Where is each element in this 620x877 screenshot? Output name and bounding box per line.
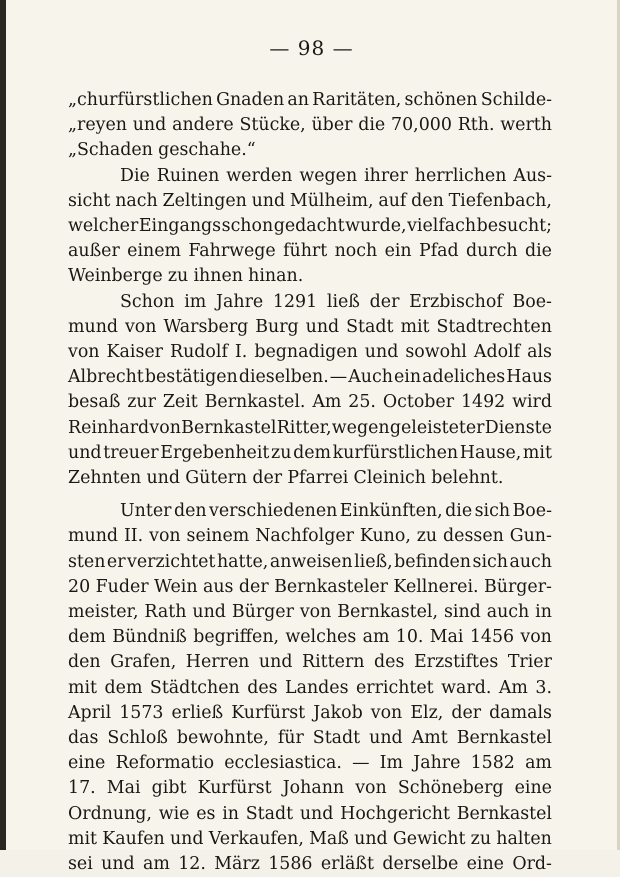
word: geschahe.“ bbox=[158, 140, 256, 161]
word: die bbox=[358, 115, 386, 136]
word: besaß bbox=[68, 392, 121, 413]
word: sich bbox=[474, 501, 511, 522]
word: wurde, bbox=[345, 216, 407, 237]
word: und bbox=[354, 828, 388, 849]
word: Stadt bbox=[245, 803, 294, 824]
word: ward. bbox=[441, 677, 492, 698]
word: sei bbox=[68, 854, 93, 875]
word: Johann bbox=[282, 778, 345, 799]
word: Maß bbox=[309, 828, 349, 849]
text-line bbox=[68, 751, 552, 776]
word: Eingangs bbox=[138, 216, 222, 237]
word: über bbox=[311, 115, 353, 136]
word: Rittern bbox=[302, 652, 365, 673]
word: zu bbox=[416, 526, 438, 547]
word: Schon bbox=[120, 291, 175, 312]
word: der bbox=[451, 702, 482, 723]
word: werth bbox=[500, 115, 552, 136]
word: von bbox=[124, 316, 157, 337]
word: sicht bbox=[68, 190, 111, 211]
word: Adolf bbox=[473, 342, 521, 363]
word: 17. bbox=[68, 778, 96, 799]
word: 1582 bbox=[470, 753, 515, 774]
word: Reinhard bbox=[68, 417, 150, 438]
word: begnadigen bbox=[254, 342, 358, 363]
word: von bbox=[149, 417, 181, 438]
text-line bbox=[68, 340, 552, 365]
word: October bbox=[382, 392, 455, 413]
word: Tiefenbach, bbox=[448, 190, 552, 211]
word: und bbox=[258, 652, 293, 673]
word: 20 bbox=[68, 576, 91, 597]
word: Kuno, bbox=[359, 526, 411, 547]
text-line bbox=[68, 466, 552, 491]
word: Haus bbox=[506, 367, 552, 388]
word: befinden bbox=[394, 551, 472, 572]
word: 3. bbox=[535, 677, 552, 698]
word: „Schaden bbox=[68, 140, 153, 161]
word: vielfach bbox=[407, 216, 477, 237]
word: Gewicht bbox=[392, 828, 466, 849]
word: und bbox=[305, 316, 340, 337]
word: Mülheim, bbox=[289, 190, 374, 211]
word: und bbox=[192, 602, 226, 623]
word: ecclesiastica. bbox=[224, 753, 342, 774]
word: Hochgericht bbox=[340, 803, 450, 824]
word: ließ, bbox=[354, 551, 393, 572]
word: sind bbox=[443, 602, 481, 623]
text-line bbox=[68, 776, 552, 801]
word: mund bbox=[68, 526, 119, 547]
word: Ord- bbox=[512, 854, 552, 875]
word: Kellnerei. bbox=[393, 576, 479, 597]
word: am bbox=[525, 753, 552, 774]
word: den bbox=[411, 190, 444, 211]
word: Gun- bbox=[509, 526, 552, 547]
word: dem bbox=[68, 627, 106, 648]
word: in bbox=[535, 602, 552, 623]
text-line bbox=[68, 113, 552, 138]
word: bestätigen bbox=[144, 367, 238, 388]
text-line bbox=[68, 264, 552, 289]
word: Am bbox=[498, 677, 528, 698]
text-line bbox=[68, 214, 552, 239]
word: die bbox=[445, 501, 473, 522]
word: Bernkastel, bbox=[337, 602, 439, 623]
word: von bbox=[355, 778, 387, 799]
text-line bbox=[68, 189, 552, 214]
text-line bbox=[68, 441, 552, 466]
word: gedacht bbox=[273, 216, 345, 237]
word: Bürger- bbox=[484, 576, 552, 597]
word: Aus- bbox=[513, 165, 552, 186]
word: verschiedenen bbox=[209, 501, 338, 522]
word: Am bbox=[312, 392, 342, 413]
word: Bernkastel bbox=[181, 417, 277, 438]
text-line bbox=[68, 575, 552, 600]
word: Stadt bbox=[346, 316, 394, 337]
word: Amt bbox=[411, 728, 448, 749]
word: derselbe bbox=[382, 854, 459, 875]
word: Mai bbox=[106, 778, 141, 799]
word: Elz, bbox=[410, 702, 444, 723]
word: außer bbox=[68, 241, 120, 262]
word: Rth. bbox=[457, 115, 495, 136]
text-line bbox=[68, 499, 552, 524]
word: Kaufen bbox=[102, 828, 165, 849]
word: dem bbox=[104, 677, 143, 698]
word: Stadtrechten bbox=[436, 316, 552, 337]
word: Einkünften, bbox=[339, 501, 443, 522]
word: und bbox=[132, 115, 167, 136]
word: Landes bbox=[285, 677, 349, 698]
word: Stadt bbox=[312, 728, 361, 749]
word: Raritäten, bbox=[312, 90, 402, 110]
word: Stücke, bbox=[239, 115, 306, 136]
word: Auch bbox=[348, 367, 393, 388]
word: Bernkasteler bbox=[274, 576, 388, 597]
word: Ruinen bbox=[156, 165, 220, 186]
word: belehnt. bbox=[431, 468, 504, 489]
word: werden bbox=[226, 165, 293, 186]
word: durch bbox=[466, 241, 518, 262]
word: zur bbox=[127, 392, 156, 413]
word: Zehnten bbox=[68, 468, 142, 489]
word: bewohnte, bbox=[176, 728, 269, 749]
word: welcher bbox=[68, 216, 139, 237]
word: 1586 bbox=[268, 854, 313, 875]
word: Rudolf bbox=[169, 342, 228, 363]
text-line bbox=[68, 88, 552, 113]
word: Ergebenheit bbox=[160, 442, 270, 463]
word: ihrer bbox=[364, 165, 408, 186]
word: Zeltingen bbox=[162, 190, 247, 211]
word: Hause, bbox=[459, 442, 522, 463]
text-line bbox=[68, 852, 552, 877]
word: Jahre bbox=[216, 291, 264, 312]
word: Wein bbox=[154, 576, 198, 597]
word: für bbox=[277, 728, 304, 749]
word: Ordnung, bbox=[68, 803, 152, 824]
word: Herren bbox=[185, 652, 250, 673]
word: als bbox=[527, 342, 552, 363]
word: von bbox=[149, 526, 181, 547]
word: auch bbox=[486, 602, 530, 623]
word: und bbox=[369, 728, 403, 749]
word: ein bbox=[384, 241, 412, 262]
word: Kurfürst bbox=[231, 702, 306, 723]
word: Fahrwege bbox=[188, 241, 276, 262]
word: den bbox=[173, 501, 207, 522]
word: — bbox=[352, 753, 370, 774]
word: 12. bbox=[178, 854, 206, 875]
word: hinan. bbox=[248, 266, 304, 287]
word: mit bbox=[68, 677, 98, 698]
word: geleisteter bbox=[389, 417, 485, 438]
word: von bbox=[520, 627, 552, 648]
text-line bbox=[68, 676, 552, 701]
text-line bbox=[68, 625, 552, 650]
word: ein bbox=[394, 367, 422, 388]
word: nach bbox=[115, 190, 158, 211]
word: Kaiser bbox=[106, 342, 163, 363]
text-line bbox=[68, 827, 552, 852]
word: in bbox=[222, 803, 239, 824]
word: 1492 bbox=[460, 392, 506, 413]
word: des bbox=[374, 652, 405, 673]
word: wie bbox=[158, 803, 190, 824]
word: 25. bbox=[348, 392, 376, 413]
word: Schilde- bbox=[480, 90, 552, 110]
word: und bbox=[169, 828, 204, 849]
word: sich bbox=[472, 551, 508, 572]
word: Boe- bbox=[512, 501, 552, 522]
word: Verkaufen, bbox=[208, 828, 304, 849]
word: es bbox=[196, 803, 216, 824]
text-line bbox=[68, 416, 552, 441]
word: 1291 bbox=[272, 291, 318, 312]
word: 1456 bbox=[469, 627, 515, 648]
word: herrlichen bbox=[414, 165, 507, 186]
word: mit bbox=[68, 828, 98, 849]
word: die bbox=[524, 241, 552, 262]
word: der bbox=[238, 576, 269, 597]
word: führt bbox=[283, 241, 328, 262]
text-line bbox=[68, 164, 552, 189]
word: wegen bbox=[331, 417, 390, 438]
word: Gnaden bbox=[216, 90, 285, 110]
word: Bündniß bbox=[112, 627, 187, 648]
word: Bernkastel bbox=[456, 803, 552, 824]
word: zu bbox=[470, 828, 492, 849]
word: von bbox=[68, 342, 100, 363]
word: aus bbox=[202, 576, 234, 597]
word: und bbox=[364, 342, 399, 363]
word: am bbox=[362, 627, 390, 648]
word: dessen bbox=[443, 526, 504, 547]
word: wird bbox=[512, 392, 552, 413]
word: Boe- bbox=[512, 291, 552, 312]
word: damals bbox=[489, 702, 552, 723]
word: erläßt bbox=[320, 854, 374, 875]
text-line bbox=[68, 600, 552, 625]
word: Burg bbox=[255, 316, 299, 337]
word: Schloß bbox=[107, 728, 168, 749]
word: I. bbox=[234, 342, 248, 363]
word: Gütern bbox=[185, 468, 248, 489]
paragraph-1 bbox=[68, 88, 552, 164]
word: „reyen bbox=[68, 115, 127, 136]
text-line bbox=[68, 365, 552, 390]
word: kurfürstlichen bbox=[332, 442, 459, 463]
word: eine bbox=[514, 778, 552, 799]
body-text bbox=[68, 88, 552, 877]
word: anweisen bbox=[269, 551, 353, 572]
word: der bbox=[369, 291, 400, 312]
word: Jahre bbox=[413, 753, 461, 774]
word: welches bbox=[285, 627, 357, 648]
word: Rath bbox=[144, 602, 187, 623]
word: Mai bbox=[429, 627, 464, 648]
word: an bbox=[287, 90, 309, 110]
word: treuer bbox=[103, 442, 159, 463]
text-line bbox=[68, 802, 552, 827]
word: sten bbox=[68, 551, 106, 572]
word: den bbox=[68, 652, 101, 673]
word: Ritter, bbox=[276, 417, 332, 438]
word: halten bbox=[496, 828, 552, 849]
word: Bürger bbox=[231, 602, 294, 623]
word: meister, bbox=[68, 602, 139, 623]
word: Dienste bbox=[484, 417, 552, 438]
word: 1573 bbox=[119, 702, 164, 723]
word: Unter bbox=[120, 501, 172, 522]
text-line bbox=[68, 290, 552, 315]
word: II. bbox=[123, 526, 144, 547]
paragraph-3 bbox=[68, 290, 552, 492]
word: eine bbox=[466, 854, 504, 875]
word: zu bbox=[167, 266, 189, 287]
paragraph-2 bbox=[68, 164, 552, 290]
word: mit bbox=[522, 442, 552, 463]
word: und bbox=[251, 190, 286, 211]
text-line bbox=[68, 550, 552, 575]
word: auf bbox=[378, 190, 407, 211]
word: andere bbox=[172, 115, 234, 136]
word: Albrecht bbox=[68, 367, 144, 388]
word: und bbox=[68, 442, 102, 463]
text-line bbox=[68, 650, 552, 675]
text-line bbox=[68, 726, 552, 751]
word: einem bbox=[127, 241, 181, 262]
word: besucht; bbox=[476, 216, 552, 237]
word: Grafen, bbox=[110, 652, 177, 673]
word: Nachfolger bbox=[255, 526, 354, 547]
word: 70,000 bbox=[391, 115, 452, 136]
paragraph-gap bbox=[68, 491, 552, 499]
word: adeliches bbox=[422, 367, 506, 388]
word: wegen bbox=[299, 165, 358, 186]
word: von bbox=[370, 702, 403, 723]
word: begriffen, bbox=[193, 627, 280, 648]
word: Warsberg bbox=[163, 316, 249, 337]
word: noch bbox=[334, 241, 378, 262]
word: Kurfürst bbox=[197, 778, 272, 799]
word: Erzstiftes bbox=[413, 652, 499, 673]
word: Pfarrei bbox=[287, 468, 349, 489]
word: und bbox=[299, 803, 334, 824]
word: im bbox=[184, 291, 207, 312]
word: Weinberge bbox=[68, 266, 163, 287]
word: seinem bbox=[186, 526, 250, 547]
word: 10. bbox=[395, 627, 424, 648]
word: Bernkastel. bbox=[204, 392, 306, 413]
text-line bbox=[68, 701, 552, 726]
text-line bbox=[68, 239, 552, 264]
word: schönen bbox=[404, 90, 478, 110]
word: zu bbox=[271, 442, 292, 463]
word: Reformatio bbox=[115, 753, 215, 774]
paragraph-4 bbox=[68, 499, 552, 877]
word: und bbox=[146, 468, 181, 489]
word: dem bbox=[293, 442, 331, 463]
word: verzichtet bbox=[127, 551, 216, 572]
page-number: — 98 — bbox=[269, 36, 354, 60]
word: Schöneberg bbox=[397, 778, 504, 799]
text-line bbox=[68, 138, 552, 163]
word: gibt bbox=[151, 778, 187, 799]
word: Zeit bbox=[162, 392, 198, 413]
word: Städtchen bbox=[149, 677, 240, 698]
word: hatte, bbox=[216, 551, 269, 572]
word: ihnen bbox=[193, 266, 243, 287]
word: Die bbox=[120, 165, 150, 186]
word: ließ bbox=[326, 291, 360, 312]
word: er bbox=[106, 551, 126, 572]
text-line bbox=[68, 315, 552, 340]
word: April bbox=[68, 702, 112, 723]
word: das bbox=[68, 728, 99, 749]
word: Fuder bbox=[95, 576, 149, 597]
word: Erzbischof bbox=[409, 291, 503, 312]
word: Pfad bbox=[419, 241, 459, 262]
word: Trier bbox=[507, 652, 552, 673]
word: am bbox=[143, 854, 170, 875]
word: der bbox=[252, 468, 283, 489]
word: erließ bbox=[171, 702, 224, 723]
word: Bernkastel bbox=[456, 728, 552, 749]
word: von bbox=[299, 602, 332, 623]
text-line bbox=[68, 390, 552, 415]
word: mit bbox=[400, 316, 430, 337]
word: und bbox=[101, 854, 135, 875]
word: mund bbox=[68, 316, 119, 337]
word: Im bbox=[379, 753, 404, 774]
word: schon bbox=[221, 216, 274, 237]
word: Jakob bbox=[313, 702, 363, 723]
word: sowohl bbox=[405, 342, 467, 363]
word: März bbox=[214, 854, 260, 875]
word: dieselben. bbox=[238, 367, 329, 388]
word: „churfürstlichen bbox=[68, 90, 213, 110]
word: errichtet bbox=[355, 677, 434, 698]
word: Cleinich bbox=[353, 468, 426, 489]
text-line bbox=[68, 524, 552, 549]
word: des bbox=[247, 677, 278, 698]
word: — bbox=[329, 367, 348, 388]
word: auch bbox=[509, 551, 552, 572]
word: eine bbox=[68, 753, 106, 774]
